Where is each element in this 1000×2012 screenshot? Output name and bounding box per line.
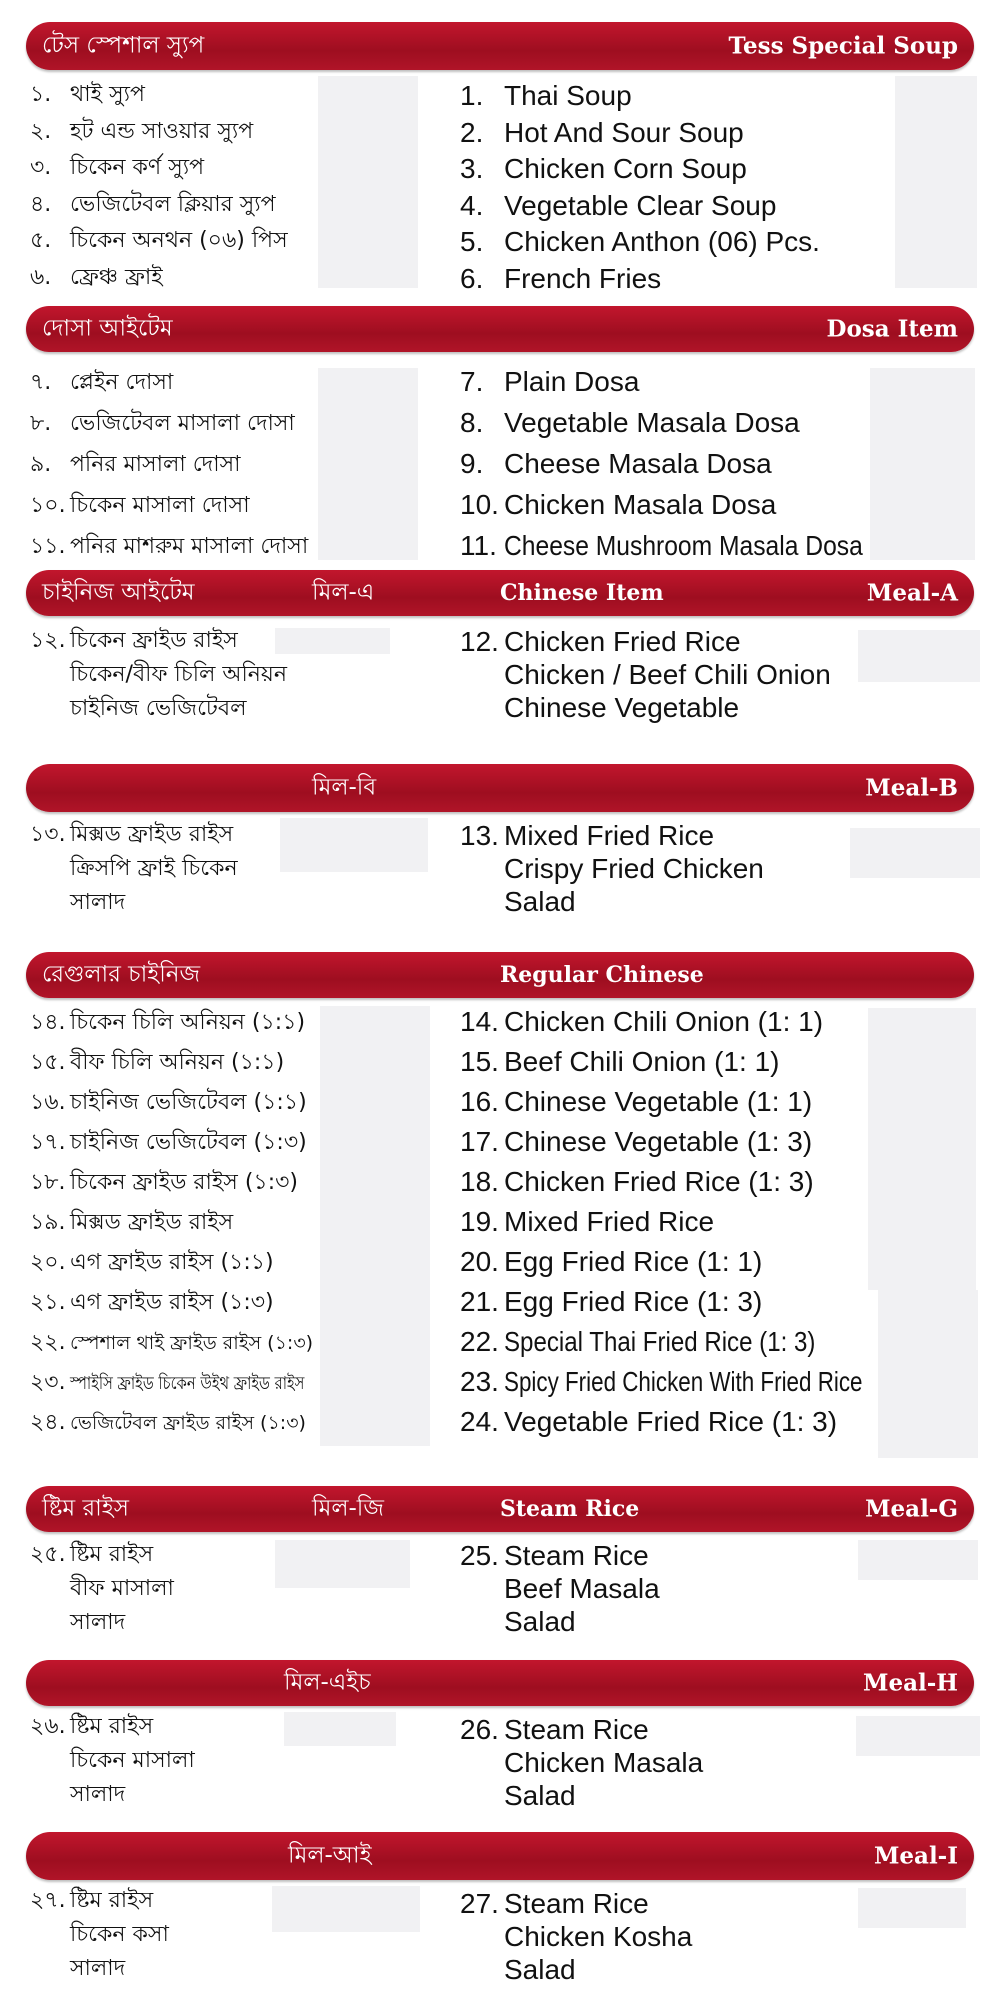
section-banner [26, 22, 974, 70]
banner-title-bn: চাইনিজ আইটেম [42, 579, 195, 606]
menu-item-bn: ৫. চিকেন অনথন (০৬) পিস [30, 228, 288, 253]
menu-item-bn: ৮. ভেজিটেবল মাসালা দোসা [30, 411, 295, 436]
banner-title-en: Steam Rice [500, 1496, 640, 1522]
menu-item-en: Salad [504, 1780, 576, 1811]
menu-item-bn: ১৫. বীফ চিলি অনিয়ন (১:১) [30, 1050, 285, 1075]
menu-item-en: 22. Special Thai Fried Rice (1: 3) [460, 1326, 816, 1357]
menu-item-bn: ১৮. চিকেন ফ্রাইড রাইস (১:৩) [30, 1170, 298, 1195]
menu-item-bn: চিকেন কসা [70, 1922, 169, 1947]
menu-item-en: 20. Egg Fried Rice (1: 1) [460, 1246, 763, 1277]
menu-item-bn: সালাদ [70, 890, 126, 915]
price-block-en [858, 630, 980, 682]
banner-meal-bn: মিল-আই [288, 1842, 372, 1869]
menu-item-bn: চিকেন/বীফ চিলি অনিয়ন [70, 662, 287, 687]
item-list-en [460, 368, 912, 573]
banner-meal-en: Meal-I [873, 1842, 958, 1870]
menu-item-bn: ক্রিসপি ফ্রাই চিকেন [70, 856, 238, 881]
menu-item-bn: ২৩. স্পাইসি ফ্রাইড চিকেন উইথ ফ্রাইড রাইস [30, 1370, 305, 1395]
menu-item-en: 3. Chicken Corn Soup [460, 153, 747, 184]
menu-item-bn: ২৬. ষ্টিম রাইস [30, 1714, 154, 1739]
banner-meal-en: Meal-H [862, 1669, 958, 1697]
banner-meal-en: Meal-G [865, 1495, 958, 1523]
menu-item-bn: সালাদ [70, 1956, 126, 1981]
menu-item-en: Crispy Fried Chicken [504, 853, 764, 884]
menu-item-bn: ৪. ভেজিটেবল ক্লিয়ার স্যুপ [30, 191, 276, 217]
price-block-bn [280, 818, 428, 872]
banner-title-bn: টেস স্পেশাল স্যুপ [42, 32, 205, 59]
price-block-en [858, 1540, 978, 1580]
banner-title-bn: রেগুলার চাইনিজ [42, 961, 201, 988]
menu-item-en: 25. Steam Rice [460, 1540, 649, 1571]
menu-item-en: 5. Chicken Anthon (06) Pcs. [460, 226, 820, 257]
menu-item-en: Salad [504, 886, 576, 917]
banner-title-bn: ষ্টিম রাইস [42, 1495, 129, 1522]
price-block-bn [284, 1712, 396, 1746]
menu-item-bn: বীফ মাসালা [70, 1576, 174, 1601]
menu-item-bn: ১৪. চিকেন চিলি অনিয়ন (১:১) [30, 1010, 306, 1035]
section-banner [26, 1832, 974, 1880]
item-list-bn [30, 1012, 356, 1452]
menu-item-bn: ১২. চিকেন ফ্রাইড রাইস [30, 628, 238, 653]
menu-item-en: 24. Vegetable Fried Rice (1: 3) [460, 1406, 838, 1437]
menu-item-bn: ১০. চিকেন মাসালা দোসা [30, 493, 250, 518]
menu-item-en: Chicken Masala [504, 1747, 704, 1778]
price-block-en [895, 76, 977, 288]
menu-item-bn: ২১. এগ ফ্রাইড রাইস (১:৩) [30, 1290, 274, 1315]
menu-item-bn: ১৬. চাইনিজ ভেজিটেবল (১:১) [30, 1090, 307, 1115]
price-block-en [856, 1716, 980, 1756]
item-list-en [460, 628, 831, 727]
item-list-bn [30, 372, 308, 577]
item-list-bn [30, 630, 287, 732]
menu-item-bn: ২২. স্পেশাল থাই ফ্রাইড রাইস (১:৩) [30, 1330, 314, 1355]
price-block-en [858, 1888, 966, 1928]
menu-item-en: 16. Chinese Vegetable (1: 1) [460, 1086, 813, 1117]
banner-meal-bn: মিল-এ [312, 579, 375, 606]
menu-item-en: Chicken / Beef Chili Onion [504, 659, 831, 690]
menu-item-en: 2. Hot And Sour Soup [460, 116, 744, 148]
menu-item-bn: সালাদ [70, 1782, 126, 1807]
menu-item-en: 27. Steam Rice [460, 1888, 649, 1919]
menu-item-bn: ১৭. চাইনিজ ভেজিটেবল (১:৩) [30, 1130, 307, 1155]
banner-meal-en: Meal-B [865, 774, 958, 802]
price-block-bn [275, 628, 390, 654]
banner-title-en: Tess Special Soup [728, 32, 958, 60]
menu-item-bn: ৯. পনির মাসালা দোসা [30, 452, 241, 477]
menu-item-bn: ১১. পনির মাশরুম মাসালা দোসা [30, 534, 309, 559]
menu-item-en: Salad [504, 1954, 576, 1985]
menu-item-bn: সালাদ [70, 1610, 126, 1635]
item-list-bn [30, 824, 238, 926]
item-list-bn [30, 1890, 169, 1992]
menu-item-bn: ২০. এগ ফ্রাইড রাইস (১:১) [30, 1250, 274, 1275]
menu-item-en: 7. Plain Dosa [460, 366, 640, 397]
menu-item-en: 6. French Fries [460, 262, 662, 294]
section-banner [26, 306, 974, 352]
menu-item-en: 15. Beef Chili Onion (1: 1) [460, 1046, 780, 1077]
menu-item-bn: ১. থাই স্যুপ [30, 82, 145, 107]
price-block-en [850, 828, 980, 878]
item-list-en [460, 1542, 660, 1641]
menu-item-bn: ১৯. মিক্সড ফ্রাইড রাইস [30, 1210, 234, 1235]
item-list-bn [30, 1716, 195, 1818]
section-banner [26, 570, 974, 616]
menu-item-bn: চিকেন মাসালা [70, 1748, 195, 1773]
menu-item-en: Salad [504, 1606, 576, 1637]
menu-item-en: 23. Spicy Fried Chicken With Fried Rice [460, 1366, 863, 1397]
menu-item-bn: ২৫. ষ্টিম রাইস [30, 1542, 154, 1567]
menu-item-bn: ৩. চিকেন কর্ণ স্যুপ [30, 155, 205, 180]
menu-item-bn: ২৪. ভেজিটেবল ফ্রাইড রাইস (১:৩) [30, 1410, 306, 1435]
banner-title-en: Regular Chinese [500, 962, 704, 988]
menu-item-en: 13. Mixed Fried Rice [460, 820, 715, 851]
menu-item-en: 12. Chicken Fried Rice [460, 626, 741, 657]
item-list-en [460, 82, 820, 301]
section-banner [26, 1660, 974, 1706]
menu-item-en: 10. Chicken Masala Dosa [460, 489, 777, 520]
item-list-en [460, 822, 764, 921]
menu-item-bn: ২. হট এন্ড সাওয়ার স্যুপ [30, 118, 254, 144]
item-list-en [460, 1890, 692, 1989]
menu-item-bn: চাইনিজ ভেজিটেবল [70, 696, 247, 721]
menu-item-en: 8. Vegetable Masala Dosa [460, 407, 800, 438]
menu-item-en: 9. Cheese Masala Dosa [460, 448, 772, 479]
banner-meal-bn: মিল-এইচ [284, 1669, 371, 1696]
menu-item-en: 1. Thai Soup [460, 80, 632, 111]
banner-meal-bn: মিল-বি [312, 774, 377, 801]
menu-item-en: Beef Masala [504, 1573, 660, 1604]
price-block-bn [318, 368, 418, 560]
banner-meal-bn: মিল-জি [312, 1495, 384, 1522]
menu-item-en: Chicken Kosha [504, 1921, 693, 1952]
banner-meal-en: Meal-A [866, 579, 958, 607]
menu-item-en: 14. Chicken Chili Onion (1: 1) [460, 1006, 824, 1037]
menu-item-en: 11. Cheese Mushroom Masala Dosa [460, 530, 863, 561]
menu-item-en: 21. Egg Fried Rice (1: 3) [460, 1286, 763, 1317]
menu-item-en: 18. Chicken Fried Rice (1: 3) [460, 1166, 814, 1197]
section-banner [26, 952, 974, 998]
price-block-bn [272, 1886, 420, 1932]
menu-item-bn: ২৭. ষ্টিম রাইস [30, 1888, 154, 1913]
price-block-bn [318, 76, 418, 288]
menu-item-bn: ১৩. মিক্সড ফ্রাইড রাইস [30, 822, 234, 847]
menu-item-bn: ৬. ফ্রেঞ্চ ফ্রাই [30, 264, 163, 290]
menu-item-en: 19. Mixed Fried Rice [460, 1206, 715, 1237]
item-list-bn [30, 84, 288, 303]
banner-title-en: Chinese Item [500, 580, 664, 606]
section-banner [26, 764, 974, 812]
section-banner [26, 1486, 974, 1532]
price-block-bn [275, 1540, 410, 1588]
item-list-bn [30, 1544, 174, 1646]
item-list-en [460, 1716, 703, 1815]
menu-item-en: Chinese Vegetable [504, 692, 740, 723]
item-list-en [460, 1008, 952, 1448]
menu-item-en: 17. Chinese Vegetable (1: 3) [460, 1126, 813, 1157]
menu-item-en: 4. Vegetable Clear Soup [460, 189, 777, 221]
menu-item-bn: ৭. প্লেইন দোসা [30, 370, 174, 395]
banner-title-en: Dosa Item [826, 315, 958, 343]
menu-item-en: 26. Steam Rice [460, 1714, 649, 1745]
banner-title-bn: দোসা আইটেম [42, 315, 173, 342]
